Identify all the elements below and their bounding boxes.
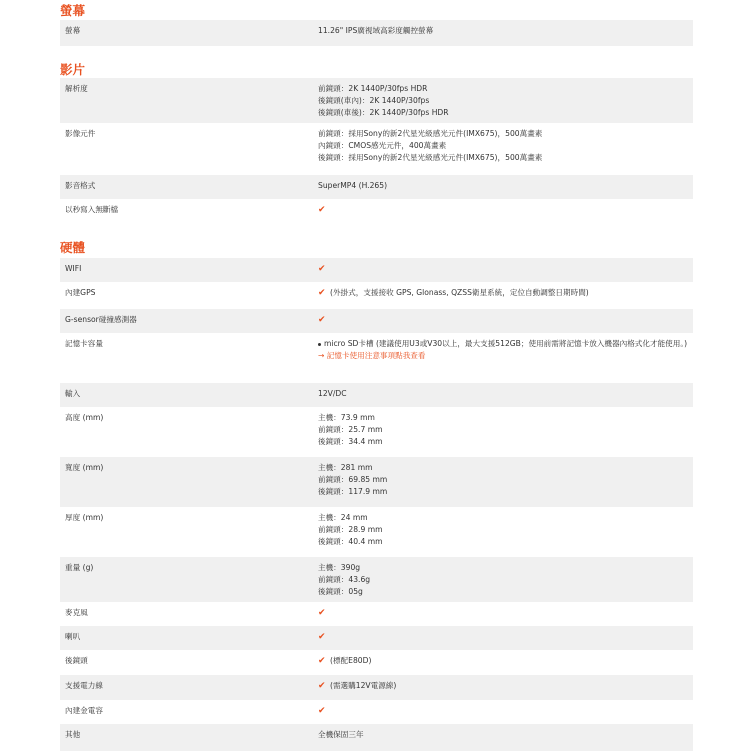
spec-label: 高度 (mm) xyxy=(65,413,104,422)
spec-value-line: 前鏡頭：2K 1440P/30fps HDR xyxy=(318,84,428,93)
checkmark-icon: ✔ xyxy=(318,706,326,716)
spec-value-line: 主機：281 mm xyxy=(318,463,373,472)
spec-value-line: 後鏡頭：05g xyxy=(318,587,363,596)
spec-value-line: 主機：24 mm xyxy=(318,513,368,522)
spec-row xyxy=(60,383,693,407)
spec-row xyxy=(60,650,693,675)
spec-label: WIFI xyxy=(65,264,82,273)
spec-value xyxy=(318,462,690,498)
spec-row xyxy=(60,282,693,309)
section-title: 硬體 xyxy=(60,240,86,255)
spec-label: 重量 (g) xyxy=(65,563,94,572)
spec-value-line: SuperMP4 (H.265) xyxy=(318,181,388,190)
section-title: 螢幕 xyxy=(60,3,86,18)
section-title: 影片 xyxy=(60,62,86,77)
spec-row xyxy=(60,78,693,123)
spec-label: 麥克風 xyxy=(65,608,88,617)
spec-value xyxy=(318,128,690,164)
spec-value-line: 後鏡頭：40.4 mm xyxy=(318,537,383,546)
spec-value-line: 內鏡頭：CMOS感光元件，400萬畫素 xyxy=(318,141,447,150)
spec-value-line: 前鏡頭：28.9 mm xyxy=(318,525,383,534)
checkmark-icon: ✔ xyxy=(318,264,326,274)
spec-label: 輸入 xyxy=(65,389,81,398)
spec-row xyxy=(60,123,693,175)
spec-label: 寬度 (mm) xyxy=(65,463,104,472)
spec-value-text: micro SD卡槽 (建議使用U3或V30以上，最大支援512GB；使用前需將記憶卡放入機器內格式化才能使用。) xyxy=(324,339,688,348)
checkmark-icon: ✔ xyxy=(318,681,326,691)
spec-row xyxy=(60,700,693,724)
spec-value xyxy=(318,338,690,362)
spec-label: 影像元件 xyxy=(65,129,96,138)
spec-label: 其他 xyxy=(65,730,81,739)
spec-row xyxy=(60,333,693,383)
spec-value-line: 前鏡頭：採用Sony的新2代星光級感光元件(IMX675)，500萬畫素 xyxy=(318,129,543,138)
spec-value xyxy=(318,263,690,275)
sdcard-notice-link[interactable]: → 記憶卡使用注意事項點我查看 xyxy=(318,351,426,360)
spec-label: 以秒寫入無斷檔 xyxy=(65,205,119,214)
checkmark-icon: ✔ xyxy=(318,632,326,642)
spec-value xyxy=(318,314,690,326)
spec-value-text: (外掛式，支援接收 GPS, Glonass, QZSS衛星系統，定位自動調整日期時間) xyxy=(330,288,589,297)
spec-row xyxy=(60,309,693,333)
spec-value-line: 主機：73.9 mm xyxy=(318,413,375,422)
spec-row xyxy=(60,507,693,557)
spec-label: 影音格式 xyxy=(65,181,96,190)
spec-value-line: 前鏡頭：43.6g xyxy=(318,575,371,584)
spec-value-line: 前鏡頭：69.85 mm xyxy=(318,475,388,484)
spec-value xyxy=(318,607,690,619)
spec-value-line: 後鏡頭：117.9 mm xyxy=(318,487,388,496)
checkmark-icon: ✔ xyxy=(318,608,326,618)
spec-value-line: 12V/DC xyxy=(318,389,347,398)
spec-value-line: 後鏡頭：34.4 mm xyxy=(318,437,383,446)
spec-value xyxy=(318,562,690,598)
spec-value-text: (標配E80D) xyxy=(330,656,372,665)
spec-row xyxy=(60,675,693,700)
spec-row xyxy=(60,457,693,507)
spec-value-line: 後鏡頭：採用Sony的新2代星光級感光元件(IMX675)，500萬畫素 xyxy=(318,153,543,162)
spec-value xyxy=(318,412,690,448)
spec-value xyxy=(318,83,690,119)
spec-row xyxy=(60,258,693,282)
spec-value-line xyxy=(318,338,690,350)
checkmark-icon: ✔ xyxy=(318,288,326,298)
spec-row xyxy=(60,626,693,650)
spec-value xyxy=(318,287,690,299)
spec-row xyxy=(60,557,693,602)
spec-value xyxy=(318,180,690,192)
spec-label: 內建金電容 xyxy=(65,706,103,715)
spec-value xyxy=(318,204,690,216)
spec-value xyxy=(318,705,690,717)
spec-label: 支援電力線 xyxy=(65,681,103,690)
spec-value xyxy=(318,388,690,400)
spec-value xyxy=(318,655,690,667)
spec-label: G-sensor碰撞感測器 xyxy=(65,315,137,324)
spec-label: 後鏡頭 xyxy=(65,656,88,665)
spec-label: 喇叭 xyxy=(65,632,81,641)
spec-value xyxy=(318,512,690,548)
spec-label: 內建GPS xyxy=(65,288,96,297)
spec-row xyxy=(60,407,693,457)
bullet-icon xyxy=(318,343,321,346)
spec-value xyxy=(318,680,690,692)
spec-value-line: 前鏡頭：25.7 mm xyxy=(318,425,383,434)
spec-row xyxy=(60,199,693,225)
spec-label: 解析度 xyxy=(65,84,88,93)
spec-value-line: 11.26" IPS廣視域高彩度觸控螢幕 xyxy=(318,26,434,35)
spec-value-line: 後鏡頭(車後)：2K 1440P/30fps HDR xyxy=(318,108,449,117)
spec-value-line: 全機保固三年 xyxy=(318,730,364,739)
spec-row xyxy=(60,602,693,626)
spec-value xyxy=(318,25,690,37)
spec-row xyxy=(60,20,693,46)
spec-row xyxy=(60,724,693,751)
spec-value-line: 後鏡頭(車內)：2K 1440P/30fps xyxy=(318,96,430,105)
spec-label: 記憶卡容量 xyxy=(65,339,103,348)
checkmark-icon: ✔ xyxy=(318,315,326,325)
checkmark-icon: ✔ xyxy=(318,205,326,215)
checkmark-icon: ✔ xyxy=(318,656,326,666)
spec-label: 螢幕 xyxy=(65,26,81,35)
spec-value-line: 主機：390g xyxy=(318,563,361,572)
spec-value xyxy=(318,631,690,643)
spec-value xyxy=(318,729,690,741)
spec-value-text: (需選購12V電源線) xyxy=(330,681,397,690)
spec-label: 厚度 (mm) xyxy=(65,513,104,522)
spec-row xyxy=(60,175,693,199)
